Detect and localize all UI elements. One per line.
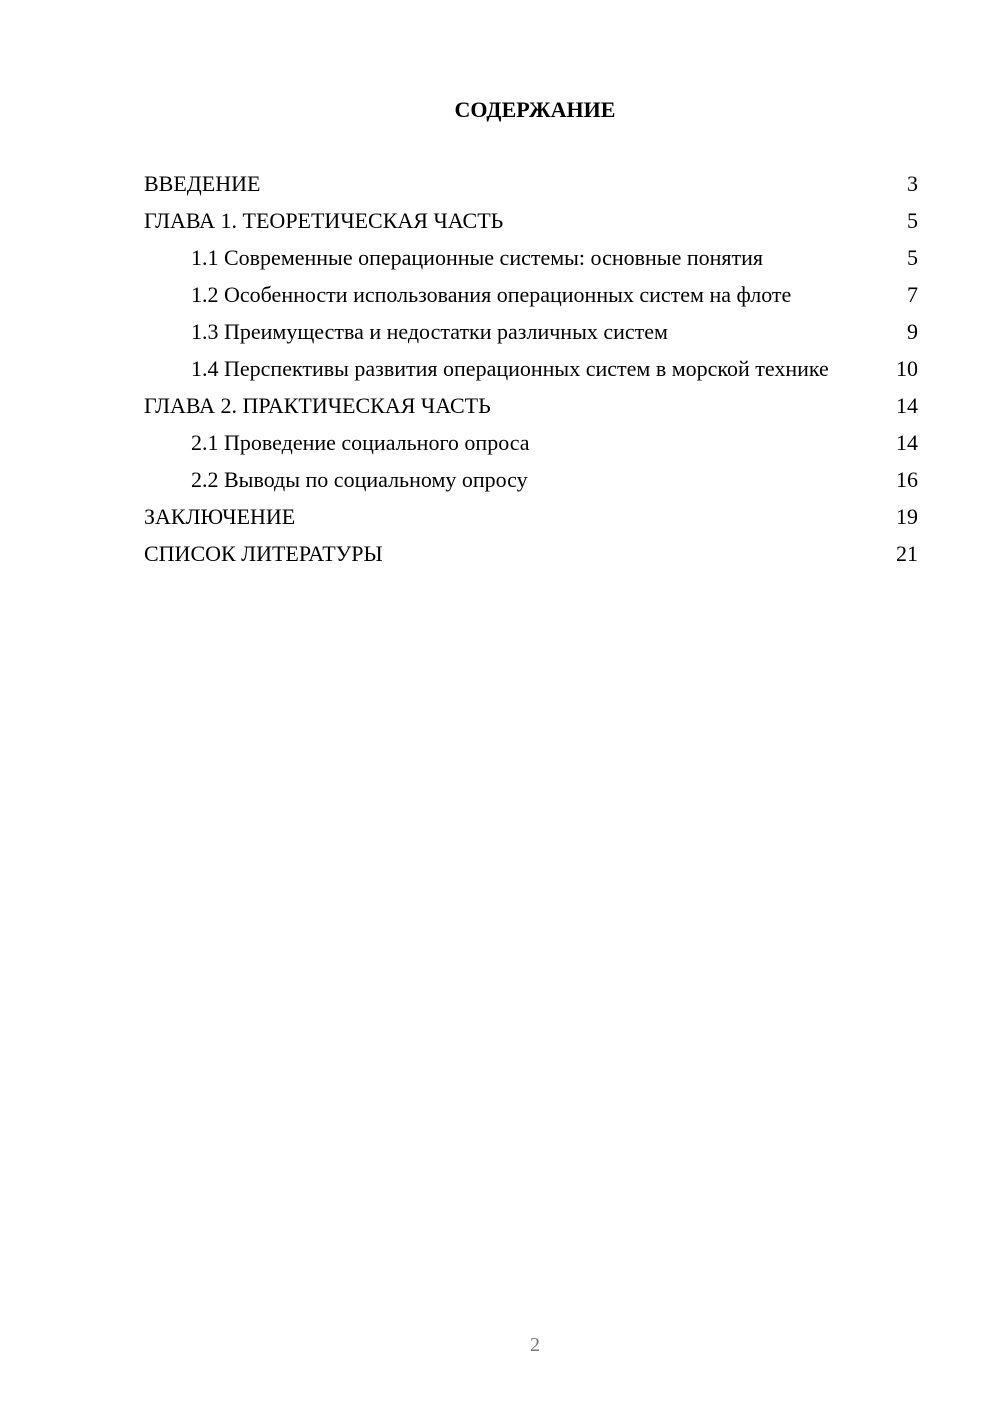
- toc-entry-page: 3: [907, 171, 918, 196]
- toc-entry-section-1-2[interactable]: [144, 281, 918, 308]
- toc-entry-chapter-2[interactable]: [144, 392, 918, 419]
- toc-entry-section-1-3[interactable]: [144, 318, 918, 345]
- table-of-contents: [144, 170, 918, 577]
- page-number: 2: [530, 1334, 540, 1356]
- toc-entry-label: 2.1 Проведение социального опроса: [191, 430, 530, 455]
- toc-entry-section-1-1[interactable]: [144, 244, 918, 271]
- toc-entry-label: ГЛАВА 2. ПРАКТИЧЕСКАЯ ЧАСТЬ: [144, 393, 491, 418]
- toc-entry-section-2-1[interactable]: [144, 429, 918, 456]
- toc-entry-page: 5: [907, 208, 918, 233]
- toc-entry-page: 16: [896, 467, 918, 492]
- toc-entry-page: 19: [896, 504, 918, 529]
- toc-entry-introduction[interactable]: [144, 170, 918, 197]
- toc-entry-section-2-2[interactable]: [144, 466, 918, 493]
- toc-entry-conclusion[interactable]: [144, 503, 918, 530]
- toc-entry-chapter-1[interactable]: [144, 207, 918, 234]
- toc-entry-page: 21: [896, 541, 918, 566]
- toc-entry-page: 14: [896, 393, 918, 418]
- toc-entry-references[interactable]: [144, 540, 918, 567]
- toc-entry-label: 1.2 Особенности использования операционных систем на флоте: [191, 282, 792, 307]
- toc-entry-label: 1.4 Перспективы развития операционных систем в морской технике: [191, 356, 829, 381]
- toc-entry-label: 1.1 Современные операционные системы: основные понятия: [191, 245, 764, 270]
- toc-entry-label: ЗАКЛЮЧЕНИЕ: [144, 504, 296, 529]
- page-title: СОДЕРЖАНИЕ: [454, 97, 616, 122]
- toc-entry-page: 9: [907, 319, 918, 344]
- toc-entry-label: 2.2 Выводы по социальному опросу: [191, 467, 528, 492]
- toc-entry-label: СПИСОК ЛИТЕРАТУРЫ: [144, 541, 383, 566]
- toc-entry-label: ВВЕДЕНИЕ: [144, 171, 261, 196]
- toc-entry-label: ГЛАВА 1. ТЕОРЕТИЧЕСКАЯ ЧАСТЬ: [144, 208, 504, 233]
- toc-entry-page: 7: [907, 282, 918, 307]
- toc-entry-page: 14: [896, 430, 918, 455]
- toc-entry-page: 10: [896, 356, 918, 381]
- toc-entry-label: 1.3 Преимущества и недостатки различных систем: [191, 319, 668, 344]
- toc-entry-section-1-4[interactable]: [144, 355, 918, 382]
- toc-entry-page: 5: [907, 245, 918, 270]
